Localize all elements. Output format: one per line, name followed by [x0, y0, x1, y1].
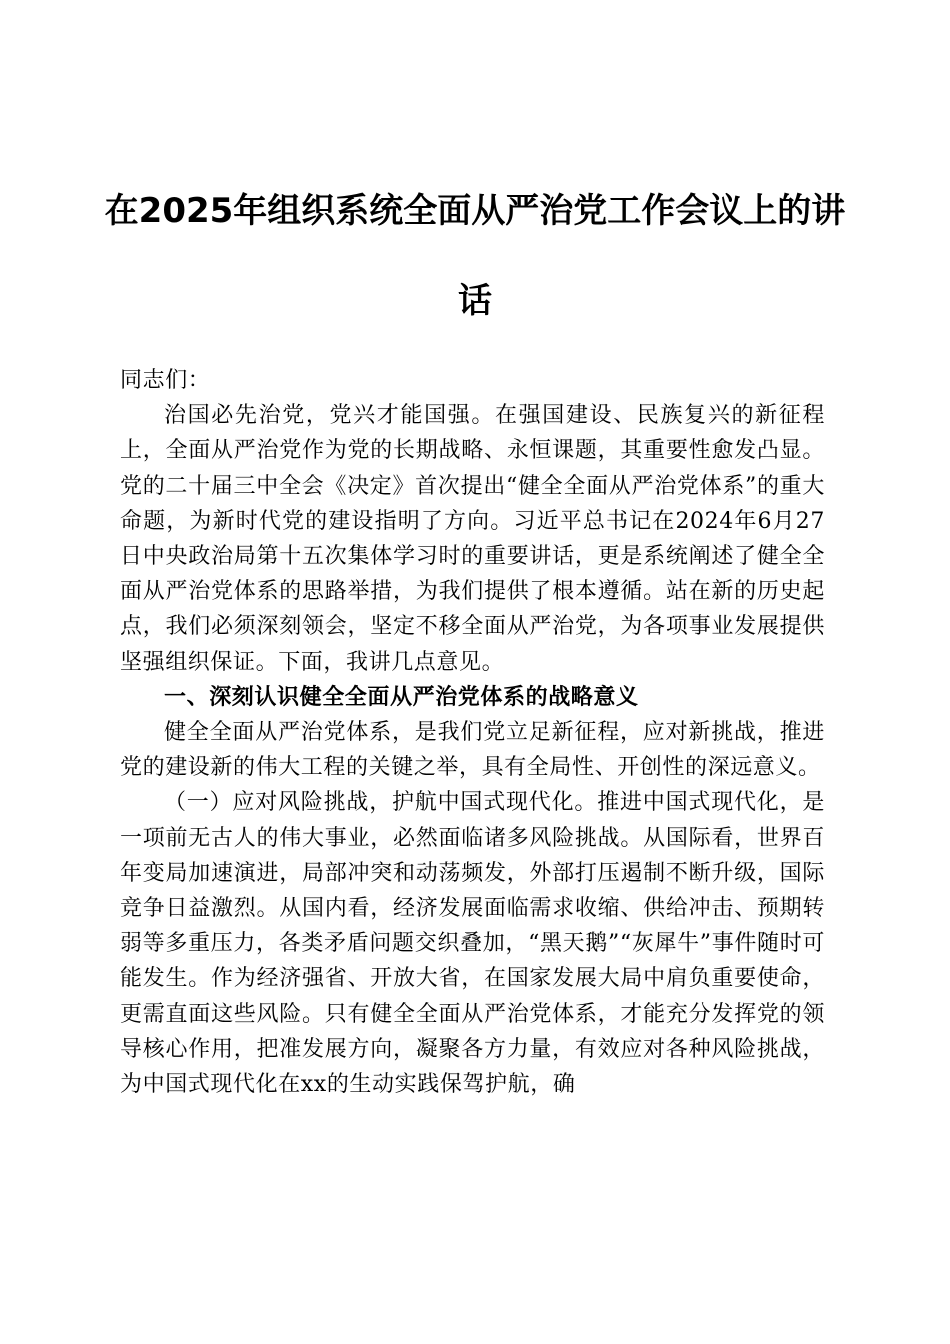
salutation: 同志们： [120, 368, 211, 393]
intro-paragraph: 治国必先治党，党兴才能国强。在强国建设、民族复兴的新征程上，全面从严治党作为党的长期战略、永恒课题，其重要性愈发凸显。党的二十届三中全会《决定》首次提出“健全全面从严治党体系”的重大命题，为新时代党的建设指明了方向。习近平总书记在2024年6月27日中央政治局第十五次集体学习时的重要讲话，更是系统阐述了健全全面从严治党体系的思路举措，为我们提供了根本遵循。站在新的历史起点，我们必须深刻领会，坚定不移全面从严治党，为各项事业发展提供坚强组织保证。下面，我讲几点意见。 [120, 403, 825, 675]
document-title: 在2025年组织系统全面从严治党工作会议上的讲话 [104, 191, 846, 321]
section-paragraph: （一）应对风险挑战，护航中国式现代化。推进中国式现代化，是一项前无古人的伟大事业，必然面临诸多风险挑战。从国际看，世界百年变局加速演进，局部冲突和动荡频发，外部打压遏制不断升级，国际竞争日益激烈。从国内看，经济发展面临需求收缩、供给冲击、预期转弱等多重压力，各类矛盾问题交织叠加，“黑天鹅”“灰犀牛”事件随时可能发生。作为经济强省、开放大省，在国家发展大局中肩负重要使命，更需直面这些风险。只有健全全面从严治党体系，才能充分发挥党的领导核心作用，把准发展方向，凝聚各方力量，有效应对各种风险挑战，为中国式现代化在xx的生动实践保驾护航，确 [120, 790, 825, 1098]
document-body [120, 363, 825, 1102]
section-heading: 一、深刻认识健全全面从严治党体系的战略意义 [164, 684, 639, 710]
section-paragraph: 健全全面从严治党体系，是我们党立足新征程，应对新挑战，推进党的建设新的伟大工程的关键之举，具有全局性、开创性的深远意义。 [120, 720, 825, 781]
